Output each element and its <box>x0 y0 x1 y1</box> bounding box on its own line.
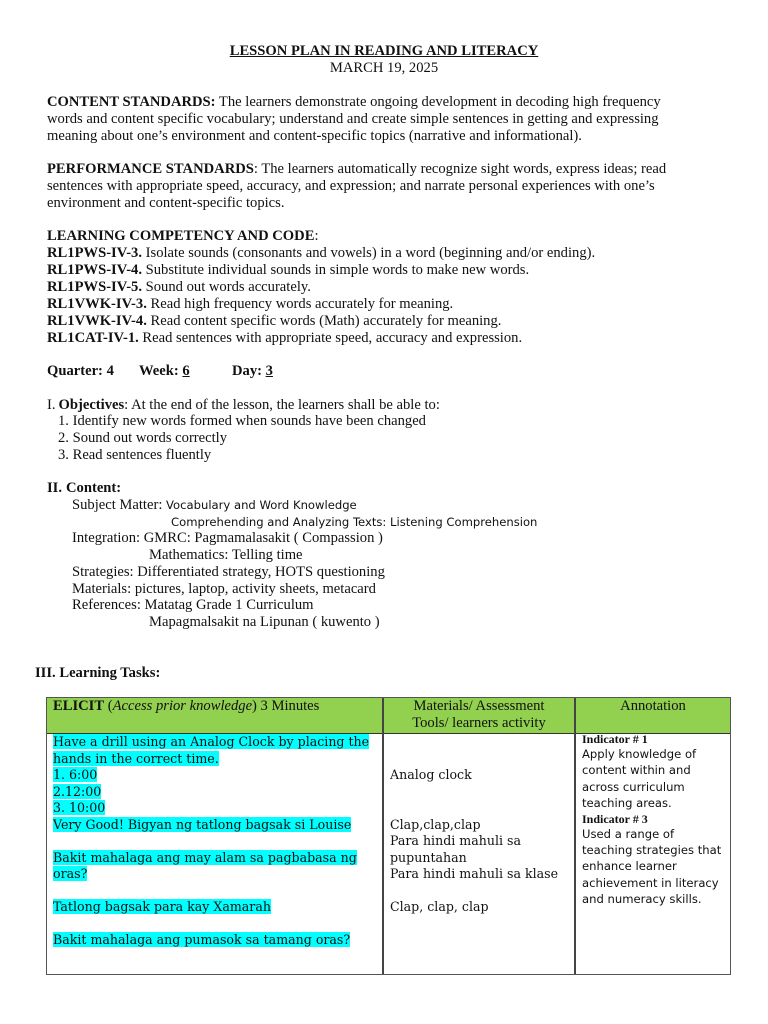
document-date: MARCH 19, 2025 <box>329 60 439 76</box>
references: References: Matatag Grade 1 Curriculum <box>72 597 314 613</box>
content-standards-label: CONTENT STANDARDS: <box>47 94 216 110</box>
performance-standards-text: environment and content-specific topics. <box>47 195 285 211</box>
material-line: Para hindi mahuli sa klase <box>390 866 559 881</box>
activity-line: oras? <box>53 866 88 881</box>
material-line: Para hindi mahuli sa <box>390 833 521 848</box>
subject-matter-continued: Comprehending and Analyzing Texts: Listening Comprehension <box>171 515 538 529</box>
day-field: Day: 3 <box>232 363 273 379</box>
indicator-3-title: Indicator # 3 <box>582 811 648 826</box>
objectives-label: Objectives <box>58 397 125 413</box>
competency-item: RL1PWS-IV-5. Sound out words accurately. <box>47 279 311 295</box>
strategies: Strategies: Differentiated strategy, HOTS questioning <box>72 564 385 580</box>
material-line: Clap, clap, clap <box>390 899 489 914</box>
competency-item: RL1VWK-IV-3. Read high frequency words accurately for meaning. <box>47 296 454 312</box>
competency-item: RL1PWS-IV-4. Substitute individual sounds in simple words to make new words. <box>47 262 530 278</box>
day-value: 3 <box>265 363 273 379</box>
activity-line: 1. 6:00 <box>53 767 98 782</box>
competency-item: RL1CAT-IV-1. Read sentences with appropriate speed, accuracy and expression. <box>47 330 523 346</box>
materials: Materials: pictures, laptop, activity sheets, metacard <box>72 581 376 597</box>
activity-line: Very Good! Bigyan ng tatlong bagsak si Louise <box>53 816 352 832</box>
learning-tasks-heading: III. Learning Tasks: <box>35 665 161 681</box>
document-title: LESSON PLAN IN READING AND LITERACY <box>229 43 539 59</box>
quarter-label: Quarter: 4 <box>47 363 114 379</box>
material-line: pupuntahan <box>390 849 467 865</box>
objective-item: 3. Read sentences fluently <box>58 447 212 463</box>
column-divider <box>574 698 576 974</box>
performance-standards-text: : The learners automatically recognize sight words, express ideas; read <box>253 161 667 177</box>
indicator-line: teaching strategies that <box>582 843 722 858</box>
elicit-activity-cell <box>53 734 369 949</box>
annotation-header: Annotation <box>620 698 686 714</box>
objective-item: 1. Identify new words formed when sounds have been changed <box>58 413 426 429</box>
indicator-1-title: Indicator # 1 <box>582 732 648 746</box>
indicator-line: across curriculum <box>582 779 685 794</box>
indicator-line: Apply knowledge of <box>582 747 697 761</box>
activity-line: Bakit mahalaga ang may alam sa pagbabasa ng <box>53 849 357 865</box>
material-line: Analog clock <box>390 767 472 782</box>
learning-tasks-table <box>46 697 731 975</box>
integration: Integration: GMRC: Pagmamalasakit ( Compassion ) <box>72 530 383 546</box>
indicator-line: Used a range of <box>582 826 675 841</box>
content-standards-text: meaning about one’s environment and content-specific topics (narrative and informational). <box>47 128 582 144</box>
materials-header: Materials/ Assessment Tools/ learners activity <box>412 698 546 731</box>
performance-standards-text: sentences with appropriate speed, accuracy, and expression; and narrate personal experiences with one’s <box>47 178 655 194</box>
references-continued: Mapagmalsakit na Lipunan ( kuwento ) <box>149 614 380 630</box>
indicator-line: achievement in literacy <box>582 875 719 890</box>
activity-line: 3. 10:00 <box>53 800 106 815</box>
performance-standards-label: PERFORMANCE STANDARDS <box>47 161 254 177</box>
subject-matter: Subject Matter: Vocabulary and Word Knowledge <box>72 497 357 513</box>
activity-line: Tatlong bagsak para kay Xamarah <box>53 899 271 914</box>
activity-line: Bakit mahalaga ang pumasok sa tamang oras? <box>53 932 351 947</box>
activity-line: 2.12:00 <box>53 783 102 799</box>
activity-line: Have a drill using an Analog Clock by placing the <box>53 734 370 749</box>
annotation-cell <box>582 732 721 908</box>
indicator-line: teaching areas. <box>582 796 672 811</box>
material-line: Clap,clap,clap <box>390 816 481 832</box>
week-value: 6 <box>182 363 190 379</box>
competency-item: RL1PWS-IV-3. Isolate sounds (consonants and vowels) in a word (beginning and/or ending). <box>47 245 596 261</box>
content-standards-text: words and content specific vocabulary; understand and create simple sentences in getting and expressing <box>47 111 659 127</box>
indicator-line: enhance learner <box>582 859 677 874</box>
indicator-line: and numeracy skills. <box>582 892 702 907</box>
column-divider <box>382 698 384 974</box>
week-field: Week: 6 <box>139 363 190 379</box>
elicit-header: ELICIT (Access prior knowledge) 3 Minutes <box>53 698 320 714</box>
objective-item: 2. Sound out words correctly <box>58 430 228 446</box>
content-label: Content: <box>66 480 122 496</box>
competency-label: LEARNING COMPETENCY AND CODE <box>47 228 315 244</box>
competency-item: RL1VWK-IV-4. Read content specific words (Math) accurately for meaning. <box>47 313 502 329</box>
activity-line: hands in the correct time. <box>53 750 219 766</box>
materials-cell <box>390 767 558 916</box>
indicator-line: content within and <box>582 763 691 778</box>
integration-continued: Mathematics: Telling time <box>149 547 303 563</box>
content-standards-text: The learners demonstrate ongoing development in decoding high frequency <box>215 94 661 110</box>
